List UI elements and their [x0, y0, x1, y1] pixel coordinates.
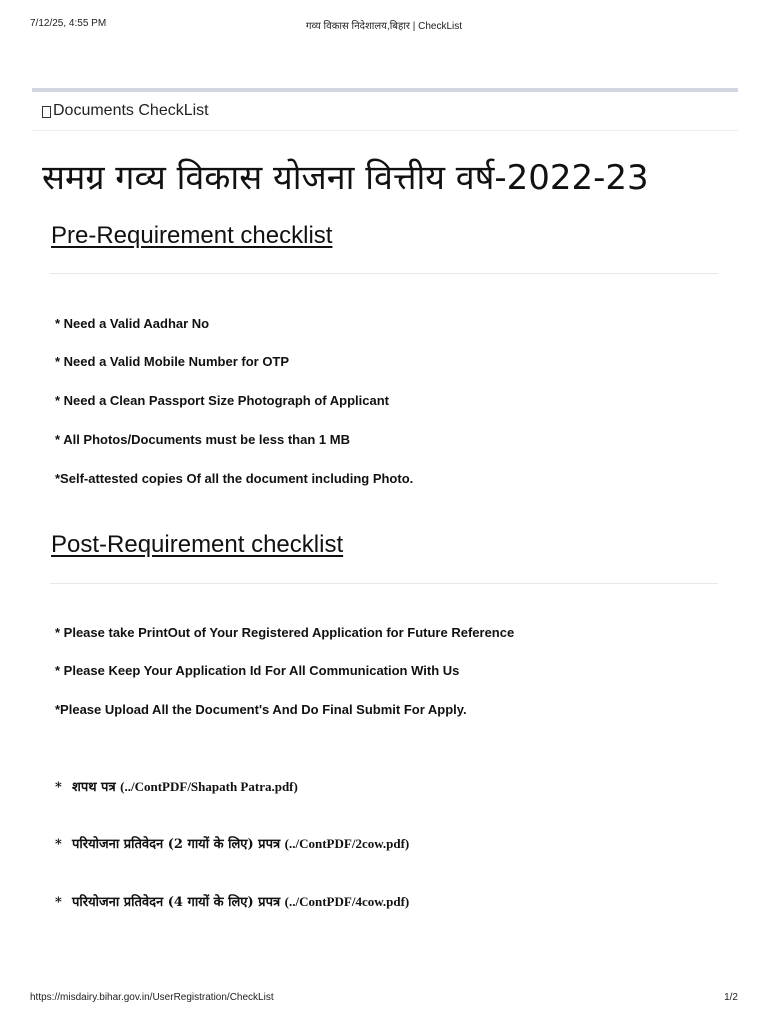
pre-requirement-item: * Need a Valid Aadhar No	[55, 316, 210, 331]
document-label: शपथ पत्र	[72, 780, 116, 795]
card-header-label: Documents CheckList	[53, 102, 209, 119]
post-requirement-item: * Please Keep Your Application Id For All Communication With Us	[55, 663, 460, 678]
document-link-4cow[interactable]	[55, 893, 409, 912]
print-header	[30, 18, 738, 34]
document-link-shapath-patra[interactable]	[55, 778, 298, 797]
document-bullet: *	[55, 780, 62, 795]
post-requirement-item: *Please Upload All the Document's And Do Final Submit For Apply.	[55, 702, 467, 717]
post-requirement-heading: Post-Requirement checklist	[51, 531, 344, 558]
document-label: परियोजना प्रतिवेदन (4 गायों के लिए) प्रपत्र	[72, 895, 281, 910]
print-datetime: 7/12/25, 4:55 PM	[30, 18, 107, 29]
scheme-title: समग्र गव्य विकास योजना वित्तीय वर्ष-2022-23	[42, 158, 649, 198]
document-label: परियोजना प्रतिवेदन (2 गायों के लिए) प्रपत्र	[72, 837, 281, 852]
document-path: (../ContPDF/4cow.pdf)	[284, 894, 410, 909]
card-header	[32, 92, 738, 131]
page-number: 1/2	[724, 992, 738, 1003]
pre-requirement-divider	[50, 273, 718, 274]
page-url: https://misdairy.bihar.gov.in/UserRegistration/CheckList	[30, 992, 274, 1003]
document-path: (../ContPDF/Shapath Patra.pdf)	[120, 779, 298, 794]
pre-requirement-heading: Pre-Requirement checklist	[51, 222, 333, 249]
missing-glyph-box-icon	[42, 106, 51, 118]
document-path: (../ContPDF/2cow.pdf)	[284, 836, 410, 851]
pre-requirement-item: *Self-attested copies Of all the document including Photo.	[55, 471, 414, 486]
pre-requirement-item: * Need a Valid Mobile Number for OTP	[55, 354, 290, 369]
post-requirement-item: * Please take PrintOut of Your Registered Application for Future Reference	[55, 625, 515, 640]
document-bullet: *	[55, 837, 62, 852]
pre-requirement-item: * Need a Clean Passport Size Photograph of Applicant	[55, 393, 389, 408]
checklist-card	[32, 88, 738, 131]
document-link-2cow[interactable]	[55, 835, 409, 854]
pre-requirement-item: * All Photos/Documents must be less than 1 MB	[55, 432, 350, 447]
document-bullet: *	[55, 895, 62, 910]
print-footer	[30, 992, 738, 1008]
print-page-title: गव्य विकास निदेशालय,बिहार | CheckList	[305, 21, 463, 32]
post-requirement-divider	[50, 583, 718, 584]
